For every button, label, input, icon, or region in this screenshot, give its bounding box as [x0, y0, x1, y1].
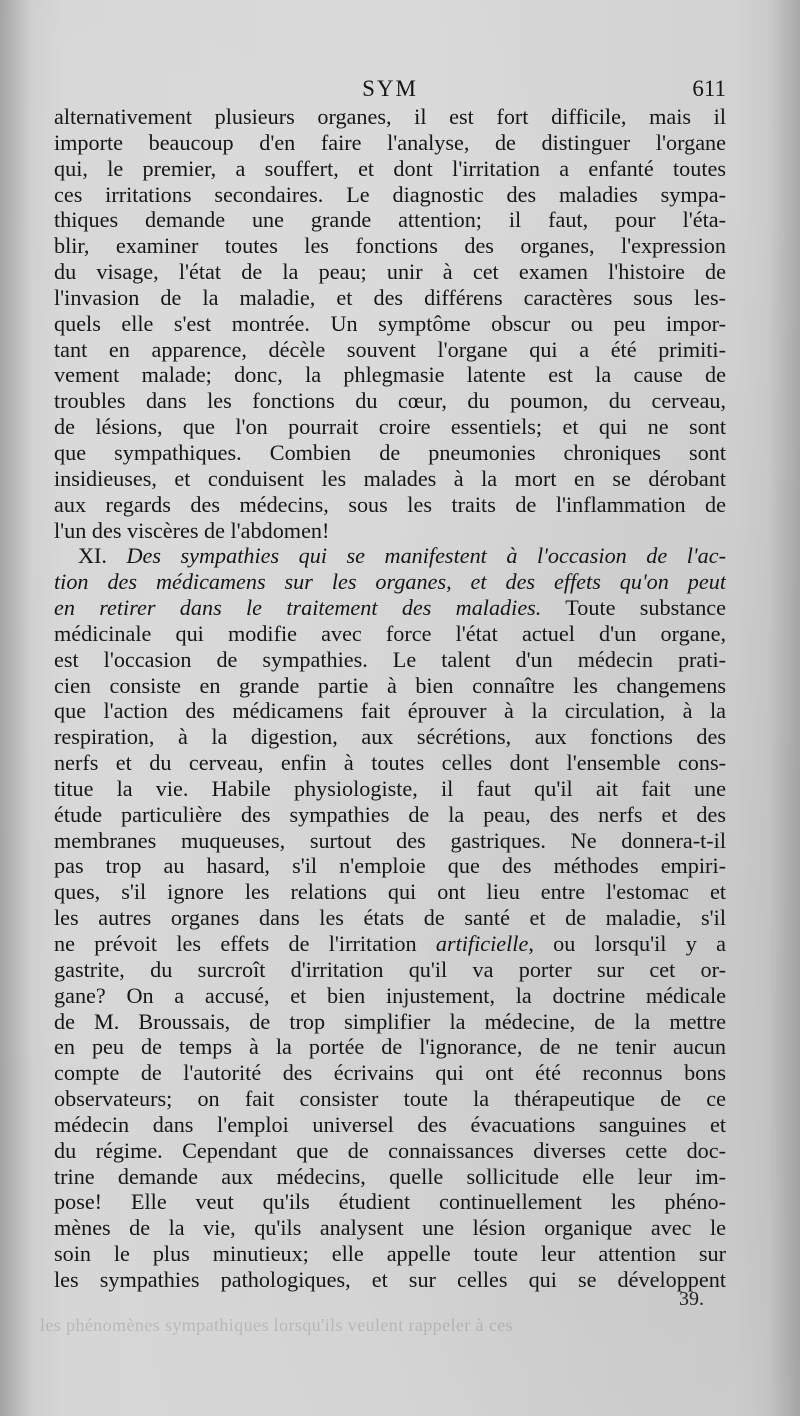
text-line: gastrite, du surcroît d'irritation qu'il va porter sur cet or- [54, 956, 726, 982]
text-line: pas trop au hasard, s'il n'emploie que des méthodes empiri- [54, 853, 726, 879]
text-line: les autres organes dans les états de santé et de maladie, s'il [54, 905, 726, 931]
text-line: est l'occasion de sympathies. Le talent d'un médecin prati- [54, 646, 726, 672]
bleed-through-text: les phénomènes sympathiques lorsqu'ils veulent rappeler à ces [40, 1315, 514, 1335]
page-edge-shadow-right [768, 0, 800, 1416]
text-line: ques, s'il ignore les relations qui ont lieu entre l'estomac et [54, 879, 726, 905]
text-line: troubles dans les fonctions du cœur, du poumon, du cerveau, [54, 388, 726, 414]
text-line: observateurs; on fait consister toute la thérapeutique de ce [54, 1086, 726, 1112]
text-line: de lésions, que l'on pourrait croire essentiels; et qui ne sont [54, 414, 726, 440]
text-line: nerfs et du cerveau, enfin à toutes celles dont l'ensemble cons- [54, 750, 726, 776]
text-line: trine demande aux médecins, quelle sollicitude elle leur im- [54, 1163, 726, 1189]
text-line: tant en apparence, décèle souvent l'organe qui a été primiti- [54, 336, 726, 362]
text-line: vement malade; donc, la phlegmasie latente est la cause de [54, 362, 726, 388]
text-line: pose! Elle veut qu'ils étudient continuellement les phéno- [54, 1189, 726, 1215]
text-line: soin le plus minutieux; elle appelle toute leur attention sur [54, 1241, 726, 1267]
text-line: blir, examiner toutes les fonctions des organes, l'expression [54, 233, 726, 259]
text-line [54, 931, 726, 957]
page-number: 611 [692, 76, 726, 101]
text-line: cien consiste en grande partie à bien connaître les changemens [54, 672, 726, 698]
text-line: du régime. Cependant que de connaissances diverses cette doc- [54, 1137, 726, 1163]
text-line: respiration, à la digestion, aux sécrétions, aux fonctions des [54, 724, 726, 750]
text-line: importe beaucoup d'en faire l'analyse, de distinguer l'organe [54, 129, 726, 155]
text-segment: ne prévoit les effets de l'irritation [54, 931, 436, 956]
text-line: l'invasion de la maladie, et des différens caractères sous les- [54, 284, 726, 310]
text-line: qui, le premier, a souffert, et dont l'irritation a enfanté toutes [54, 155, 726, 181]
section-number: XI. [78, 543, 107, 569]
text-line: du visage, l'état de la peau; unir à cet examen l'histoire de [54, 259, 726, 285]
text-line: les sympathies pathologiques, et sur celles qui se développent [54, 1266, 726, 1292]
text-line: compte de l'autorité des écrivains qui ont été reconnus bons [54, 1060, 726, 1086]
text-line: de M. Broussais, de trop simplifier la médecine, de la mettre [54, 1008, 726, 1034]
text-line: insidieuses, et conduisent les malades à la mort en se dérobant [54, 465, 726, 491]
body-text [54, 104, 726, 1293]
section-heading-line [54, 543, 726, 569]
section-title-part: Des sympathies qui se manifestent à l'occasion de l'ac- [126, 543, 726, 569]
page-edge-shadow-left [0, 0, 32, 1416]
section-heading-line [54, 569, 726, 595]
text-line: étude particulière des sympathies de la peau, des nerfs et des [54, 801, 726, 827]
text-line: thiques demande une grande attention; il faut, pour l'éta- [54, 207, 726, 233]
text-line: ces irritations secondaires. Le diagnostic des maladies sympa- [54, 181, 726, 207]
paragraph-start: Toute substance [541, 595, 726, 621]
text-line: quels elle s'est montrée. Un symptôme obscur ou peu impor- [54, 310, 726, 336]
italic-word: artificielle [435, 931, 529, 956]
running-head: SYM [362, 76, 418, 101]
text-line: aux regards des médecins, sous les traits de l'inflammation de [54, 491, 726, 517]
text-line: médicinale qui modifie avec force l'état actuel d'un organe, [54, 620, 726, 646]
text-line: que l'action des médicamens fait éprouver à la circulation, à la [54, 698, 726, 724]
text-line: mènes de la vie, qu'ils analysent une lésion organique avec le [54, 1215, 726, 1241]
text-line: que sympathiques. Combien de pneumonies chroniques sont [54, 439, 726, 465]
text-line: médecin dans l'emploi universel des évacuations sanguines et [54, 1111, 726, 1137]
section-heading-line [54, 595, 726, 621]
text-line: l'un des viscères de l'abdomen! [54, 517, 330, 543]
section-title-part: en retirer dans le traitement des maladies. [54, 595, 542, 621]
text-line: gane? On a accusé, et bien injustement, la doctrine médicale [54, 982, 726, 1008]
section-title-part: tion des médicamens sur les organes, et des effets qu'on peut [54, 569, 726, 595]
signature-mark: 39. [679, 1288, 704, 1310]
page-header [54, 70, 726, 106]
text-line: titue la vie. Habile physiologiste, il faut qu'il ait fait une [54, 775, 726, 801]
text-line: membranes muqueuses, surtout des gastriques. Ne donnera-t-il [54, 827, 726, 853]
text-line: alternativement plusieurs organes, il est fort difficile, mais il [54, 104, 726, 129]
text-line: en peu de temps à la portée de l'ignorance, de ne tenir aucun [54, 1034, 726, 1060]
text-segment: , ou lorsqu'il y a [528, 931, 726, 956]
